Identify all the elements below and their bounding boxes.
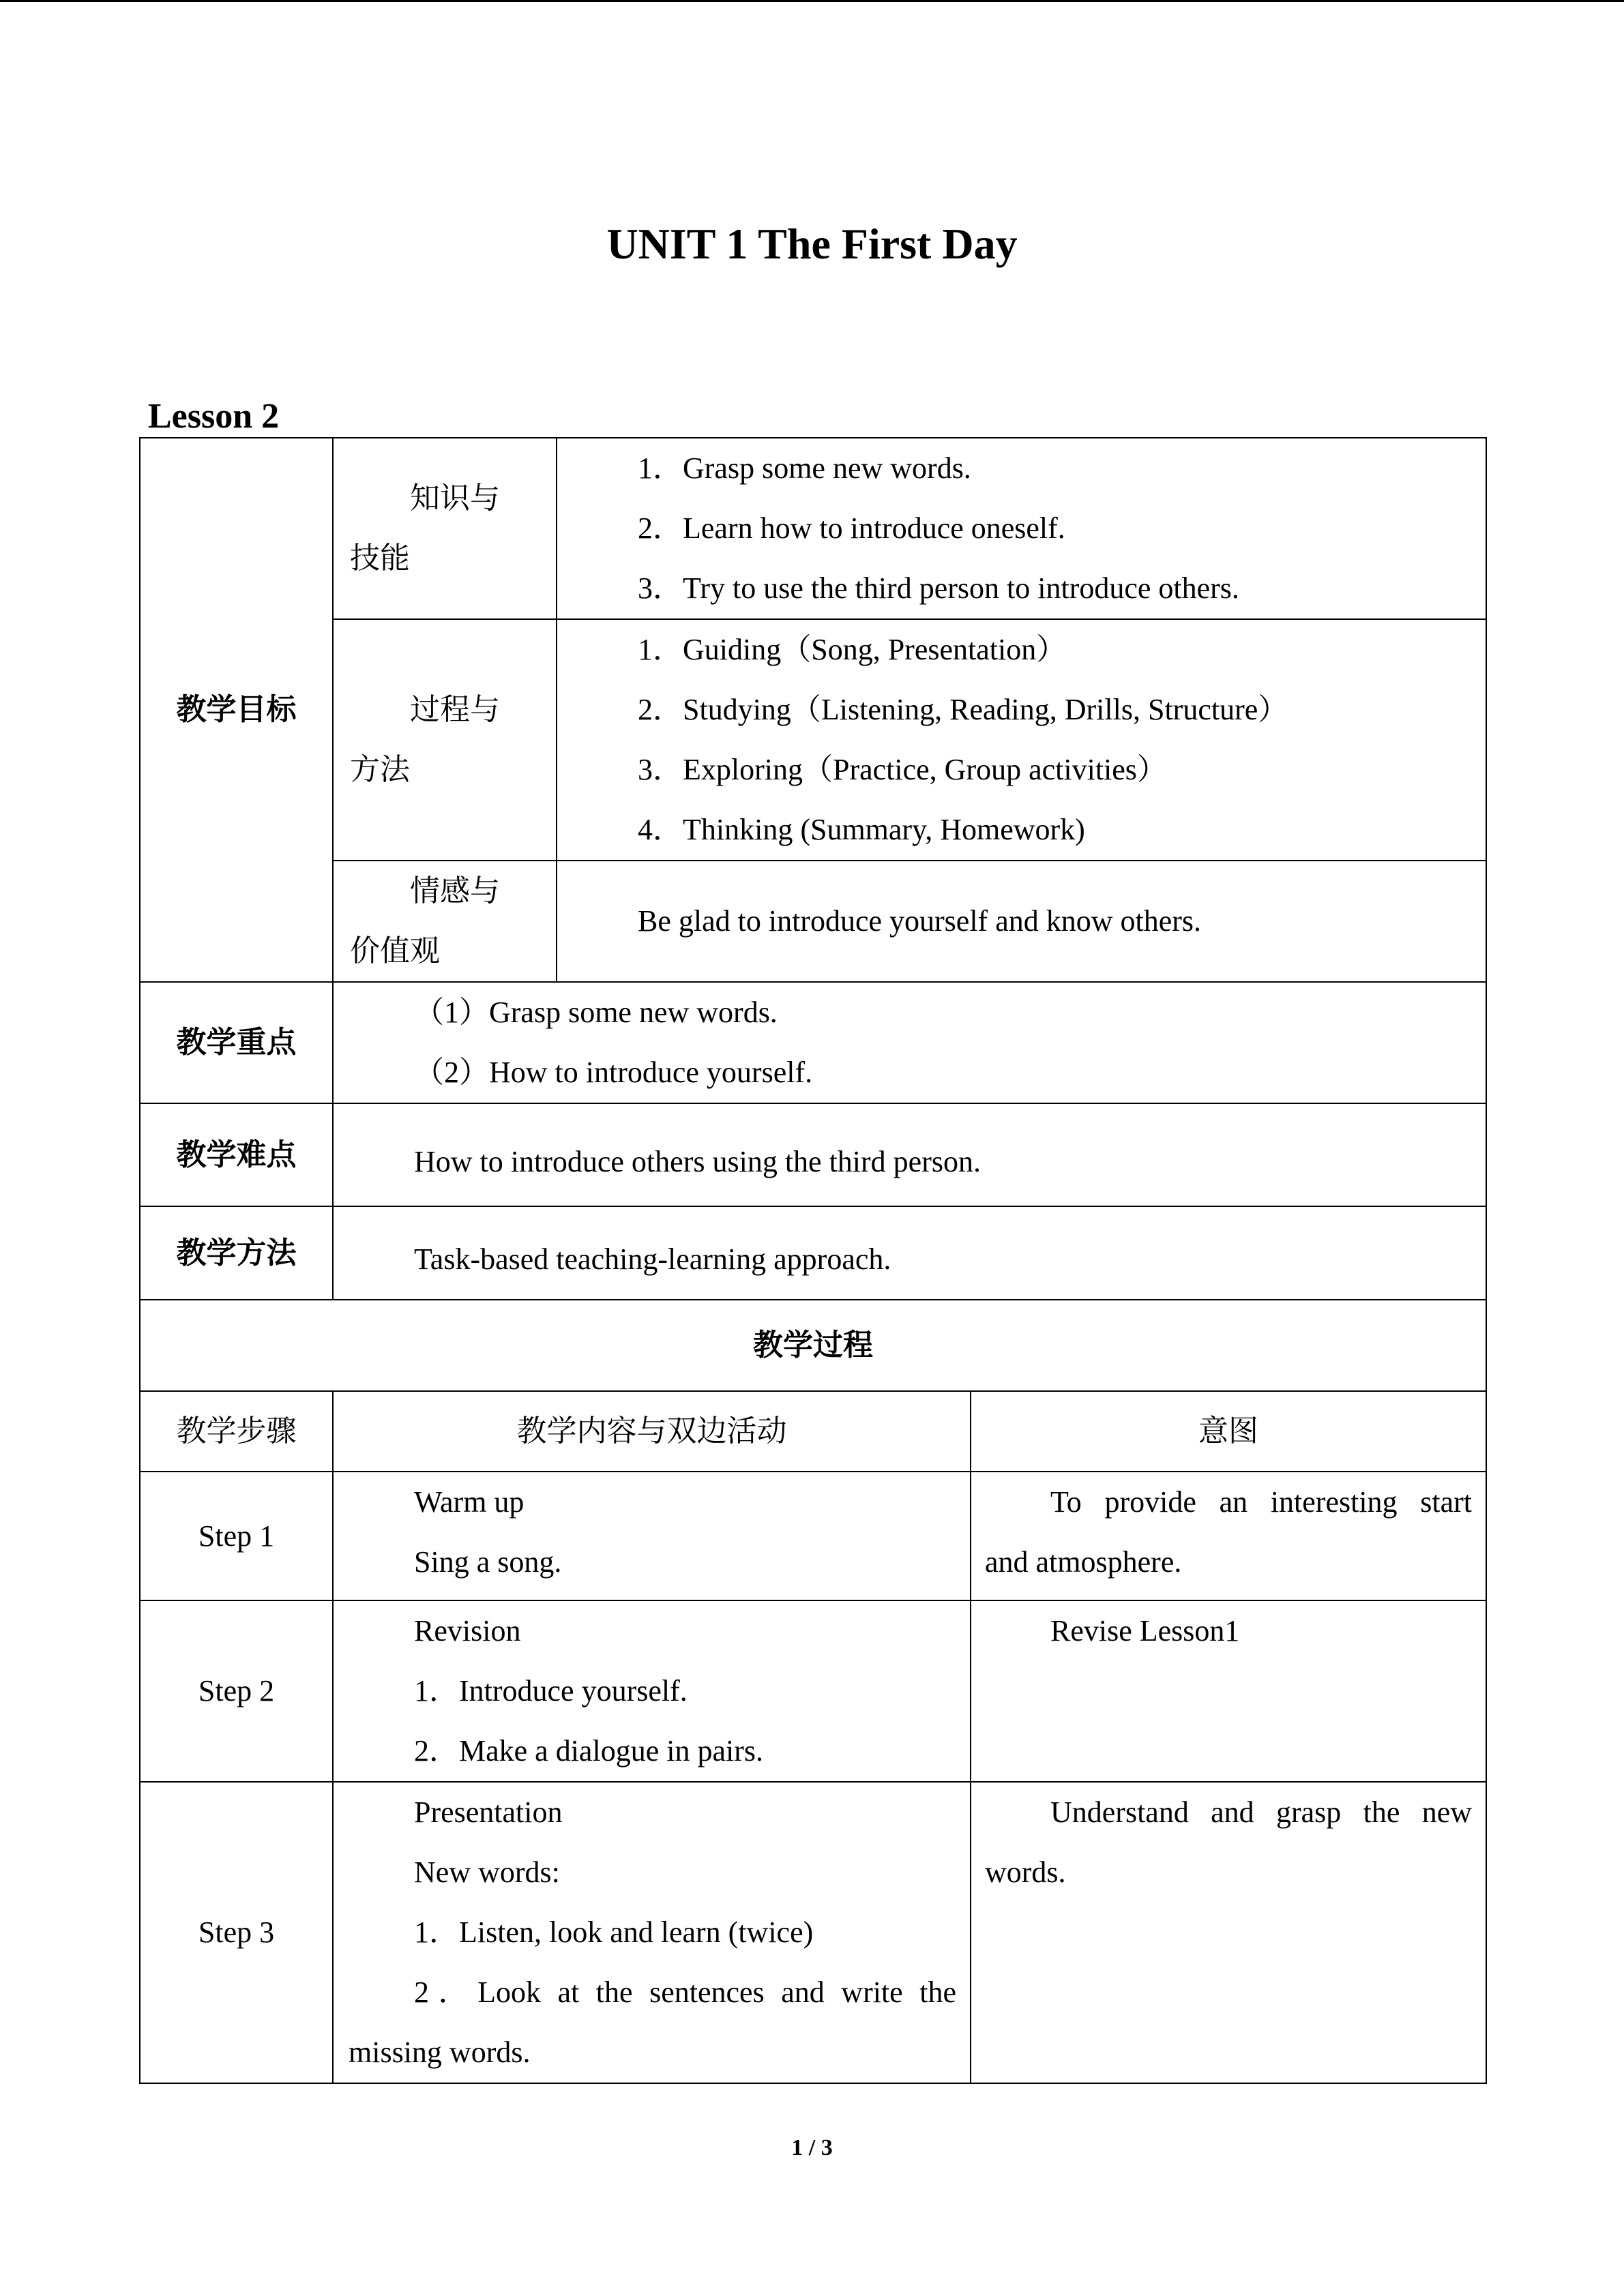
content-line: missing words.	[349, 2036, 531, 2069]
content-line: Revision	[414, 1614, 521, 1648]
content-line: 2．Make a dialogue in pairs.	[414, 1734, 763, 1768]
methods-text: Task-based teaching-learning approach.	[333, 1206, 1486, 1300]
step-label: Step 3	[140, 1782, 333, 2083]
intent-line: and atmosphere.	[985, 1545, 1182, 1579]
key-point-item: （2）How to introduce yourself.	[414, 1056, 813, 1089]
header-content: 教学内容与双边活动	[333, 1391, 971, 1472]
step-row	[140, 1472, 1486, 1600]
difficulties-row	[140, 1103, 1486, 1206]
step-row	[140, 1600, 1486, 1782]
intent-line: words.	[985, 1855, 1066, 1889]
process-section-title-row	[140, 1300, 1486, 1391]
knowledge-item: 1．Grasp some new words.	[638, 451, 971, 485]
process-item: 2．Studying（Listening, Reading, Drills, Structure）	[638, 693, 1288, 726]
objectives-knowledge-row	[140, 438, 1486, 619]
page-top-border	[0, 0, 1624, 2]
content-line: 1．Listen, look and learn (twice)	[414, 1915, 814, 1949]
objectives-process-row	[140, 619, 1486, 861]
page-number: 1 / 3	[791, 2135, 833, 2160]
methods-category: 教学方法	[140, 1206, 333, 1300]
step-content	[333, 1472, 971, 1600]
content-line: New words:	[414, 1855, 560, 1889]
key-points-row	[140, 982, 1486, 1103]
difficulties-text: How to introduce others using the third person.	[333, 1103, 1486, 1206]
knowledge-items	[557, 438, 1486, 619]
knowledge-item: 2．Learn how to introduce oneself.	[638, 511, 1065, 545]
emotion-label-line2: 价值观	[350, 934, 440, 968]
step-intent	[971, 1472, 1486, 1600]
lesson-heading: Lesson 2	[148, 397, 280, 436]
methods-row	[140, 1206, 1486, 1300]
content-line: Sing a song.	[414, 1545, 562, 1579]
knowledge-label-line2: 技能	[350, 541, 410, 576]
process-item: 3．Exploring（Practice, Group activities）	[638, 753, 1167, 786]
intent-line: Revise Lesson1	[1050, 1614, 1240, 1648]
content-line: 2．Look at the sentences and write the	[414, 1976, 956, 2009]
lesson-plan-table	[139, 437, 1487, 2084]
content-line: Warm up	[414, 1485, 525, 1519]
process-label	[333, 619, 557, 861]
content-line: 1．Introduce yourself.	[414, 1674, 688, 1708]
step-label: Step 2	[140, 1600, 333, 1782]
objectives-emotion-row	[140, 861, 1486, 982]
process-item: 1．Guiding（Song, Presentation）	[638, 633, 1067, 666]
step-content	[333, 1782, 971, 2083]
document-title: UNIT 1 The First Day	[606, 220, 1018, 268]
key-points-items	[333, 982, 1486, 1103]
process-items	[557, 619, 1486, 861]
intent-line: To provide an interesting start	[1050, 1485, 1472, 1519]
process-label-line1: 过程与	[410, 692, 500, 727]
knowledge-item: 3．Try to use the third person to introduce others.	[638, 571, 1239, 605]
knowledge-label-line1: 知识与	[410, 481, 500, 516]
intent-line: Understand and grasp the new	[1050, 1795, 1472, 1829]
key-point-item: （1）Grasp some new words.	[414, 996, 778, 1029]
emotion-label	[333, 861, 557, 982]
difficulties-category: 教学难点	[140, 1103, 333, 1206]
header-intent: 意图	[971, 1391, 1486, 1472]
content-line: Presentation	[414, 1795, 563, 1829]
process-item: 4．Thinking (Summary, Homework)	[638, 813, 1085, 846]
key-points-category: 教学重点	[140, 982, 333, 1103]
step-intent	[971, 1600, 1486, 1782]
emotion-text: Be glad to introduce yourself and know others.	[557, 861, 1486, 982]
step-row	[140, 1782, 1486, 2083]
step-label: Step 1	[140, 1472, 333, 1600]
step-content	[333, 1600, 971, 1782]
process-header-row	[140, 1391, 1486, 1472]
emotion-label-line1: 情感与	[410, 874, 500, 908]
knowledge-label	[333, 438, 557, 619]
step-intent	[971, 1782, 1486, 2083]
process-section-title: 教学过程	[140, 1300, 1486, 1391]
objectives-category: 教学目标	[140, 438, 333, 982]
header-step: 教学步骤	[140, 1391, 333, 1472]
process-label-line2: 方法	[350, 752, 410, 787]
